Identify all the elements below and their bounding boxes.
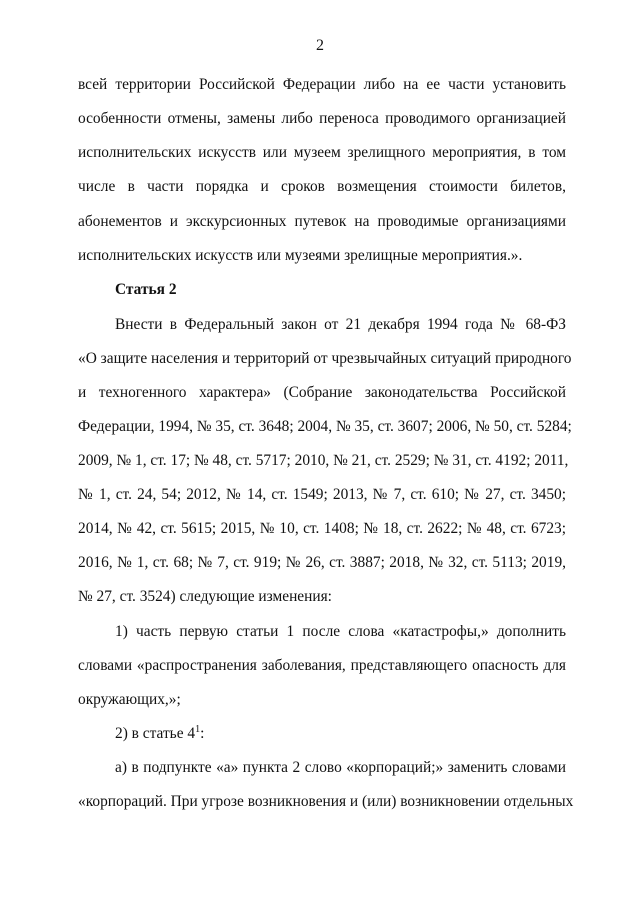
text-line: 2014, № 42, ст. 5615; 2015, № 10, ст. 1408; № 18, ст. 2622; № 48, ст. 6723;	[78, 520, 566, 537]
text-line: а) в подпункте «а» пункта 2 слово «корпораций;» заменить словами	[115, 759, 566, 776]
text-line: № 1, ст. 24, 54; 2012, № 14, ст. 1549; 2013, № 7, ст. 610; № 27, ст. 3450;	[78, 486, 566, 503]
superscript: 1	[195, 724, 201, 735]
text-line	[115, 724, 566, 744]
text-line: числе в части порядка и сроков возмещения стоимости билетов,	[78, 178, 566, 195]
text-line: особенности отмены, замены либо переноса проводимого организацией	[78, 110, 566, 127]
text-line: всей территории Российской Федерации либо на ее части установить	[78, 76, 566, 93]
text-line: исполнительских искусств или музеем зрелищного мероприятия, в том	[78, 144, 566, 161]
text-line: абонементов и экскурсионных путевок на проводимые организациями	[78, 213, 566, 230]
text-line: и техногенного характера» (Собрание законодательства Российской	[78, 384, 566, 401]
text-line: исполнительских искусств или музеями зрелищные мероприятия.».	[78, 247, 523, 264]
page-number: 2	[316, 37, 324, 54]
text-line: словами «распространения заболевания, представляющего опасность для	[78, 657, 566, 674]
text-line: «корпораций. При угрозе возникновения и (или) возникновении отдельных	[78, 793, 574, 810]
text-line: 1) часть первую статьи 1 после слова «катастрофы,» дополнить	[115, 623, 566, 640]
text-line: № 27, ст. 3524) следующие изменения:	[78, 588, 332, 605]
text-line: Внести в Федеральный закон от 21 декабря 1994 года № 68-ФЗ	[115, 316, 566, 333]
text-line: «О защите населения и территорий от чрезвычайных ситуаций природного	[78, 350, 572, 367]
text-line: 2016, № 1, ст. 68; № 7, ст. 919; № 26, ст. 3887; 2018, № 32, ст. 5113; 2019,	[78, 554, 566, 571]
text-line: 2009, № 1, ст. 17; № 48, ст. 5717; 2010, № 21, ст. 2529; № 31, ст. 4192; 2011,	[78, 452, 569, 469]
article-heading: Статья 2	[115, 281, 177, 298]
text-fragment: 2) в статье 4	[115, 725, 196, 742]
text-line: Федерации, 1994, № 35, ст. 3648; 2004, № 35, ст. 3607; 2006, № 50, ст. 5284;	[78, 418, 572, 435]
text-fragment: :	[200, 725, 205, 742]
text-line: окружающих,»;	[78, 691, 181, 708]
